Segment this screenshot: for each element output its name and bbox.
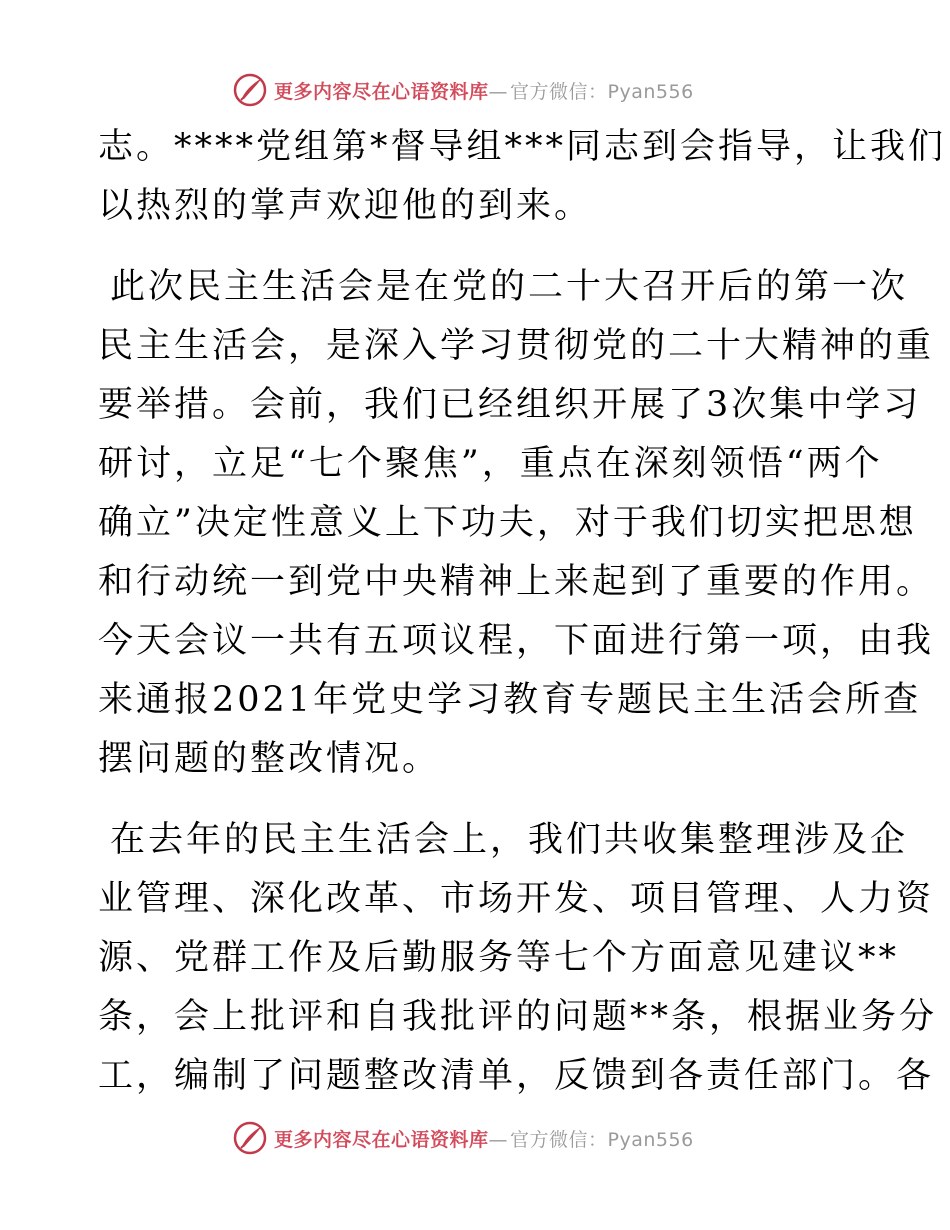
text-line: 民主生活会，是深入学习贯彻党的二十大精神的重 xyxy=(98,326,935,366)
text-line: 源、党群工作及后勤服务等七个方面意见建议** xyxy=(98,938,900,978)
text-line: 来通报2021年党史学习教育专题民主生活会所查 xyxy=(98,680,922,720)
text-line: 今天会议一共有五项议程，下面进行第一项，由我 xyxy=(98,621,935,661)
text-line: 此次民主生活会是在党的二十大召开后的第一次 xyxy=(110,267,909,307)
document-body xyxy=(98,118,947,1128)
footer-watermark xyxy=(232,1118,694,1158)
watermark-dash: — xyxy=(488,1128,509,1151)
watermark-text xyxy=(274,1125,694,1152)
header-watermark xyxy=(232,70,694,110)
paragraph-2 xyxy=(98,258,935,789)
watermark-text xyxy=(274,77,694,104)
paragraph-3 xyxy=(98,811,938,1106)
text-line: 在去年的民主生活会上，我们共收集整理涉及企 xyxy=(110,820,909,860)
text-line: 要举措。会前，我们已经组织开展了3次集中学习 xyxy=(98,385,922,425)
watermark-main-text: 更多内容尽在心语资料库 xyxy=(274,80,489,103)
text-line: 摆问题的整改情况。 xyxy=(98,739,441,779)
quill-logo-icon xyxy=(232,72,268,108)
text-line: 以热烈的掌声欢迎他的到来。 xyxy=(98,186,593,226)
text-line: 志。****党组第*督导组***同志到会指导，让我们 xyxy=(98,127,947,167)
text-line: 工，编制了问题整改清单，反馈到各责任部门。各 xyxy=(98,1056,935,1096)
text-line: 确立”决定性意义上下功夫，对于我们切实把思想 xyxy=(98,503,917,543)
text-line: 条，会上批评和自我批评的问题**条，根据业务分 xyxy=(98,997,938,1037)
paragraph-1 xyxy=(98,118,947,236)
quill-logo-icon xyxy=(232,1120,268,1156)
watermark-main-text: 更多内容尽在心语资料库 xyxy=(274,1128,489,1151)
watermark-wechat-text: 官方微信：Pyan556 xyxy=(510,80,694,103)
text-line: 和行动统一到党中央精神上来起到了重要的作用。 xyxy=(98,562,935,602)
text-line: 研讨，立足“七个聚焦”，重点在深刻领悟“两个 xyxy=(98,444,883,484)
watermark-wechat-text: 官方微信：Pyan556 xyxy=(510,1128,694,1151)
watermark-dash: — xyxy=(488,80,509,103)
text-line: 业管理、深化改革、市场开发、项目管理、人力资 xyxy=(98,879,935,919)
